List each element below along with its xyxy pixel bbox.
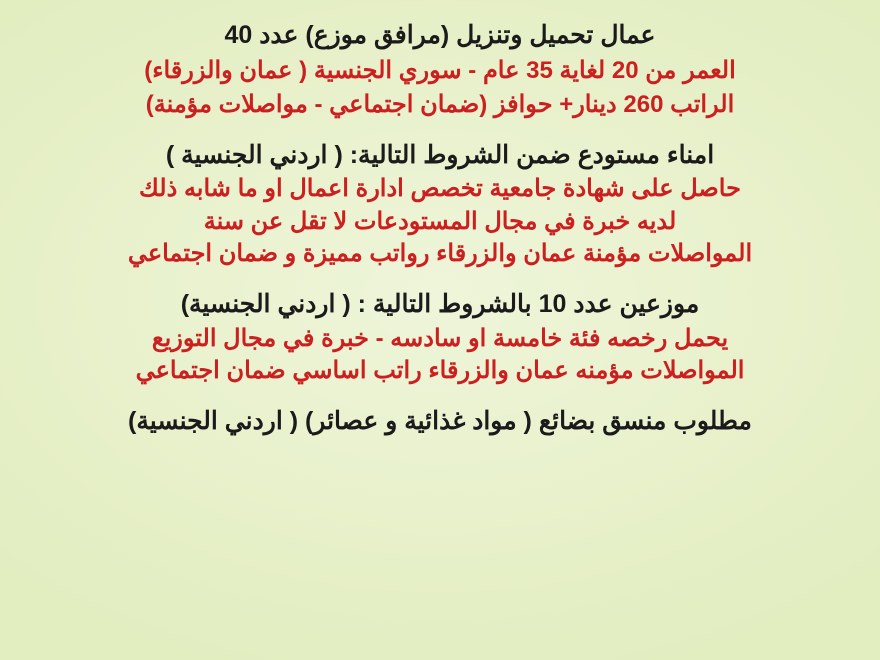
job-title-line: عمال تحميل وتنزيل (مرافق موزع) عدد 40 [224,21,656,49]
job-block-distributors [26,287,854,388]
job-block-goods-coordinator [26,404,854,440]
job-title-line: امناء مستودع ضمن الشروط التالية: ( اردني الجنسية ) [165,140,715,169]
job-detail-line: يحمل رخصه فئة خامسة او سادسه - خبرة في مجال التوزيع [151,324,729,352]
job-detail-line: المواصلات مؤمنة عمان والزرقاء رواتب مميزة و ضمان اجتماعي [127,240,753,268]
job-detail-line: حاصل على شهادة جامعية تخصص ادارة اعمال او ما شابه ذلك [139,175,741,203]
job-detail-line: لديه خبرة في مجال المستودعات لا تقل عن سنة [203,207,677,235]
job-title-line: مطلوب منسق بضائع ( مواد غذائية و عصائر) ( اردني الجنسية) [128,406,752,435]
job-detail-line: العمر من 20 لغاية 35 عام - سوري الجنسية ( عمان والزرقاء) [144,56,736,84]
job-block-loading-workers [26,18,854,122]
job-detail-line: الراتب 260 دينار+ حوافز (ضمان اجتماعي - مواصلات مؤمنة) [145,90,735,118]
job-title-line: موزعين عدد 10 بالشروط التالية : ( اردني الجنسية) [180,290,700,319]
job-detail-line: المواصلات مؤمنه عمان والزرقاء راتب اساسي ضمان اجتماعي [135,357,745,385]
job-block-warehouse-keepers [26,138,854,271]
